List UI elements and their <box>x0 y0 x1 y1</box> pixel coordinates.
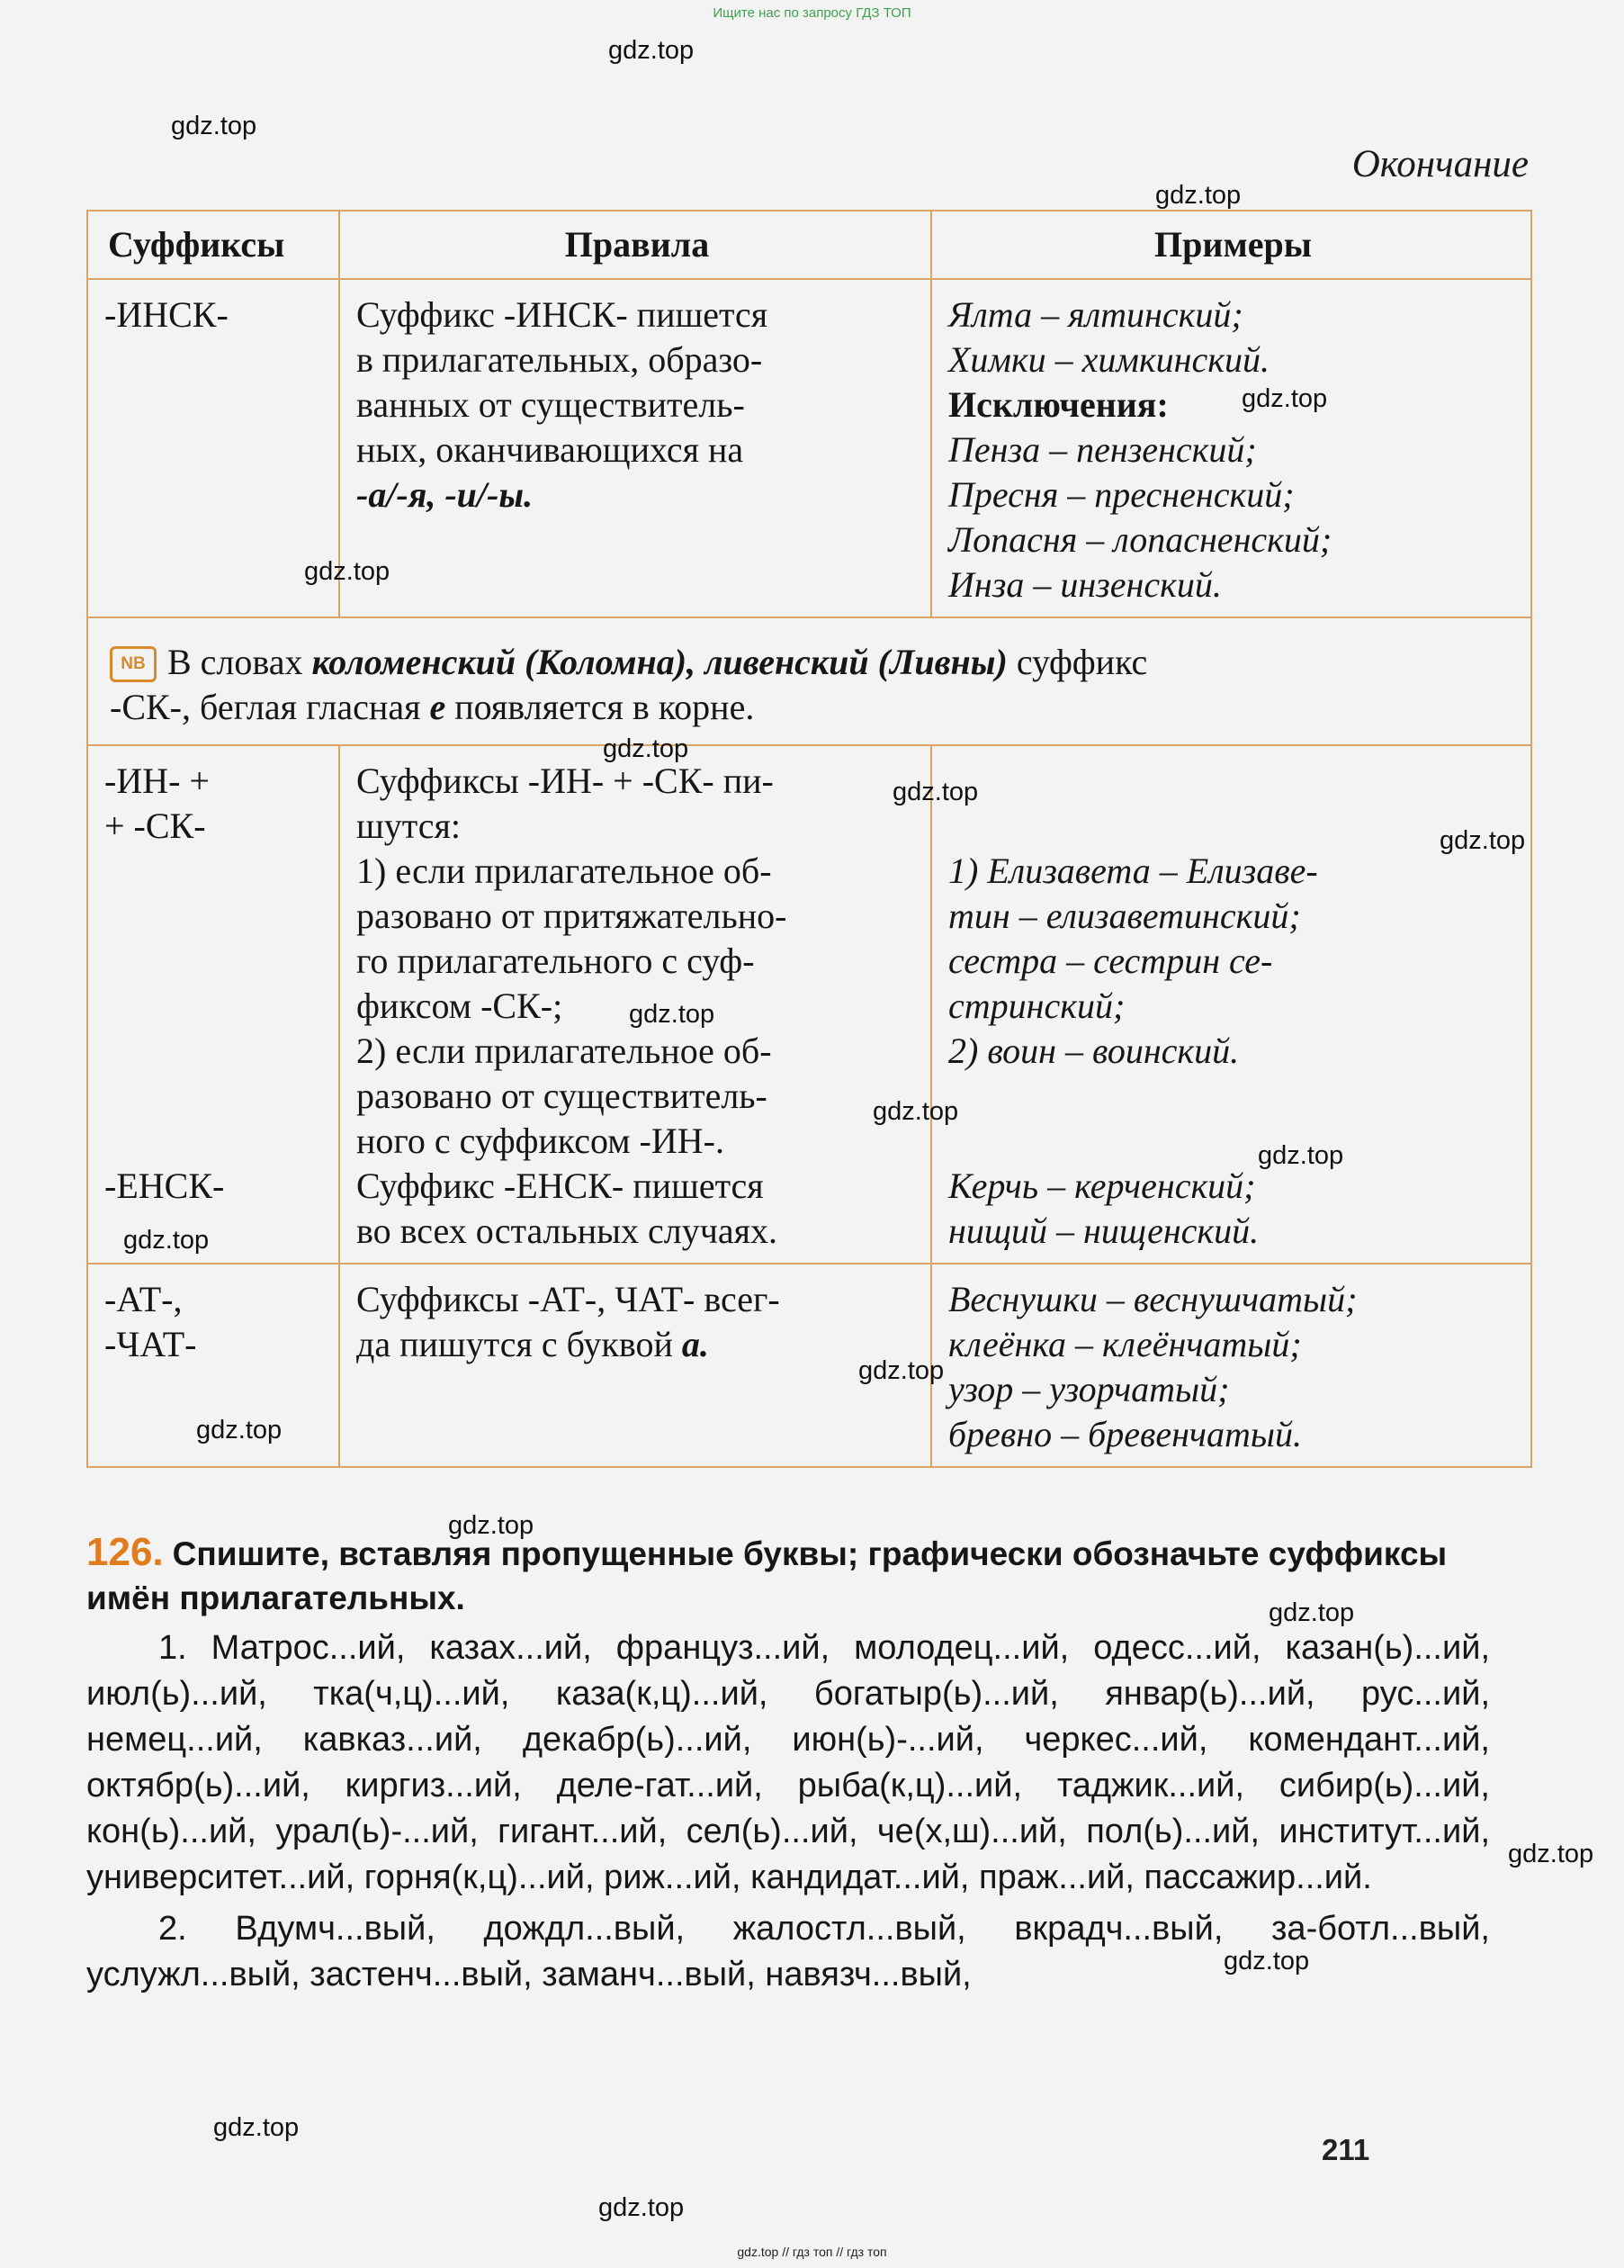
rule-line: го прилагательного с суф- <box>356 940 755 981</box>
header-suffixes: Суффиксы <box>87 211 339 279</box>
table-header-row <box>87 211 1531 279</box>
nb-text: суффикс <box>1016 642 1148 682</box>
rule-cell <box>339 279 931 617</box>
exceptions-label: Исключения: <box>948 384 1169 425</box>
watermark: gdz.top <box>1508 1840 1594 1868</box>
watermark: gdz.top <box>171 112 257 140</box>
suffix-label: -ИНСК- <box>104 294 229 335</box>
example-line: Химки – химкинский. <box>948 339 1270 380</box>
example-line: Ялта – ялтинский; <box>948 294 1243 335</box>
page-number: 211 <box>1322 2133 1370 2166</box>
examples-cell <box>931 745 1531 1264</box>
table-row-at <box>87 1264 1531 1467</box>
example-line: стринский; <box>948 986 1126 1026</box>
nb-word: ливенский (Ливны) <box>704 642 1008 682</box>
examples-cell <box>931 279 1531 617</box>
rule-line: ных, оканчивающихся на <box>356 429 744 470</box>
exercise-paragraph-1: 1. Матрос...ий, казах...ий, француз...ий, молодец...ий, одесс...ий, казан(ь)...ий, июл(ь)...ий, тка(ч,ц)...ий, каза(к,ц)...ий, богатыр(ь)...ий, январ(ь)...ий, рус...ий, немец...ий, кавказ...ий, декабр(ь)...ий, июн(ь)-...ий, черкес...ий, комендант...ий, октябр(ь)...ий, киргиз...ий, деле-гат...ий, рыба(к,ц)...ий, таджик...ий, сибир(ь)...ий, кон(ь)...ий, урал(ь)-...ий, гигант...ий, сел(ь)...ий, че(х,ш)...ий, пол(ь)...ий, институт...ий, университет...ий, горня(к,ц)...ий, риж...ий, кандидат...ий, праж...ий, пассажир...ий. <box>86 1629 1490 1896</box>
example-line: 1) Елизавета – Елизаве- <box>948 850 1318 891</box>
nb-icon: NB <box>110 646 157 682</box>
top-banner: Ищите нас по запросу ГДЗ ТОП <box>713 5 911 21</box>
exercise-task: Спишите, вставляя пропущенные буквы; графически обозначьте суффиксы имён прилагательных. <box>86 1535 1448 1616</box>
example-line: Пенза – пензенский; <box>948 429 1257 470</box>
nb-letter: е <box>429 687 446 727</box>
rule-line: Суффикс -ЕНСК- пишется <box>356 1166 764 1206</box>
watermark: gdz.top <box>1242 384 1328 413</box>
rule-line: шутся: <box>356 806 462 846</box>
table-row-nb <box>87 617 1531 745</box>
example-line: Лопасня – лопасненский; <box>948 519 1332 560</box>
watermark: gdz.top <box>1155 181 1242 210</box>
watermark: gdz.top <box>448 1511 534 1540</box>
continuation-label: Окончание <box>1351 143 1529 185</box>
rule-line: разовано от притяжательно- <box>356 896 787 936</box>
exercise-paragraph-2: 2. Вдумч...вый, дождл...вый, жалостл...вый, вкрадч...вый, за-ботл...вый, услужл...вый, застенч...вый, заманч...вый, навязч...вый, <box>86 1910 1490 1994</box>
example-line: сестра – сестрин се- <box>948 940 1273 981</box>
nb-text: появляется в корне. <box>454 687 755 727</box>
nb-note <box>87 617 1531 745</box>
suffix-label: + -СК- <box>104 806 206 846</box>
examples-cell <box>931 1264 1531 1467</box>
rule-line: ного с суффиксом -ИН-. <box>356 1120 724 1161</box>
rule-line: в прилагательных, образо- <box>356 339 763 380</box>
example-line: 2) воин – воинский. <box>948 1030 1240 1071</box>
watermark: gdz.top <box>893 778 979 806</box>
watermark: gdz.top <box>1269 1598 1355 1627</box>
suffix-label: -ИН- + <box>104 760 210 801</box>
rule-endings: -а/-я, -и/-ы. <box>356 474 534 515</box>
example-line: Пресня – пресненский; <box>948 474 1295 515</box>
nb-word: коломенский (Коломна), <box>311 642 696 682</box>
suffix-label: -ЧАТ- <box>104 1324 197 1364</box>
watermark: gdz.top <box>1440 826 1526 855</box>
suffix-cell <box>87 745 339 1264</box>
rule-line: Суффиксы -ИН- + -СК- пи- <box>356 760 774 801</box>
watermark: gdz.top <box>873 1097 959 1126</box>
rule-line: во всех остальных случаях. <box>356 1210 778 1251</box>
watermark: gdz.top <box>858 1356 945 1385</box>
nb-text: В словах <box>167 642 303 682</box>
rule-line: Суффикс -ИНСК- пишется <box>356 294 768 335</box>
watermark: gdz.top <box>196 1416 283 1444</box>
watermark: gdz.top <box>629 1000 715 1029</box>
table-row-in-sk <box>87 745 1531 1264</box>
watermark: gdz.top <box>304 557 390 586</box>
watermark: gdz.top <box>598 2193 685 2222</box>
suffix-cell <box>87 279 339 617</box>
example-line: нищий – нищенский. <box>948 1210 1260 1251</box>
rule-cell <box>339 1264 931 1467</box>
rule-letter: а. <box>681 1324 709 1364</box>
watermark: gdz.top <box>123 1226 210 1255</box>
example-line: Инза – инзенский. <box>948 564 1222 605</box>
suffix-label: -АТ-, <box>104 1279 183 1319</box>
watermark: gdz.top <box>603 734 689 763</box>
watermark: gdz.top <box>1258 1141 1344 1170</box>
watermark: gdz.top <box>213 2113 300 2142</box>
watermark: gdz.top <box>608 36 695 65</box>
example-line: бревно – бревенчатый. <box>948 1414 1302 1454</box>
suffix-label: -ЕНСК- <box>104 1166 225 1206</box>
rule-line: 1) если прилагательное об- <box>356 850 772 891</box>
bottom-banner: gdz.top // гдз топ // гдз топ <box>737 2245 887 2259</box>
watermark: gdz.top <box>1224 1947 1310 1976</box>
example-line: Веснушки – веснушчатый; <box>948 1279 1358 1319</box>
example-line: тин – елизаветинский; <box>948 896 1301 936</box>
exercise-number: 126. <box>86 1530 164 1574</box>
example-line: клеёнка – клеёнчатый; <box>948 1324 1302 1364</box>
rule-line: да пишутся с буквой <box>356 1324 673 1364</box>
rule-line: разовано от существитель- <box>356 1076 767 1116</box>
nb-text: -СК-, беглая гласная <box>110 687 421 727</box>
rule-line: 2) если прилагательное об- <box>356 1030 772 1071</box>
rule-line: ванных от существитель- <box>356 384 745 425</box>
example-line: узор – узорчатый; <box>948 1369 1230 1409</box>
rule-line: Суффиксы -АТ-, ЧАТ- всег- <box>356 1279 780 1319</box>
header-rules: Правила <box>339 211 931 279</box>
rule-line: фиксом -СК-; <box>356 986 563 1026</box>
example-line: Керчь – керченский; <box>948 1166 1256 1206</box>
header-examples: Примеры <box>931 211 1531 279</box>
